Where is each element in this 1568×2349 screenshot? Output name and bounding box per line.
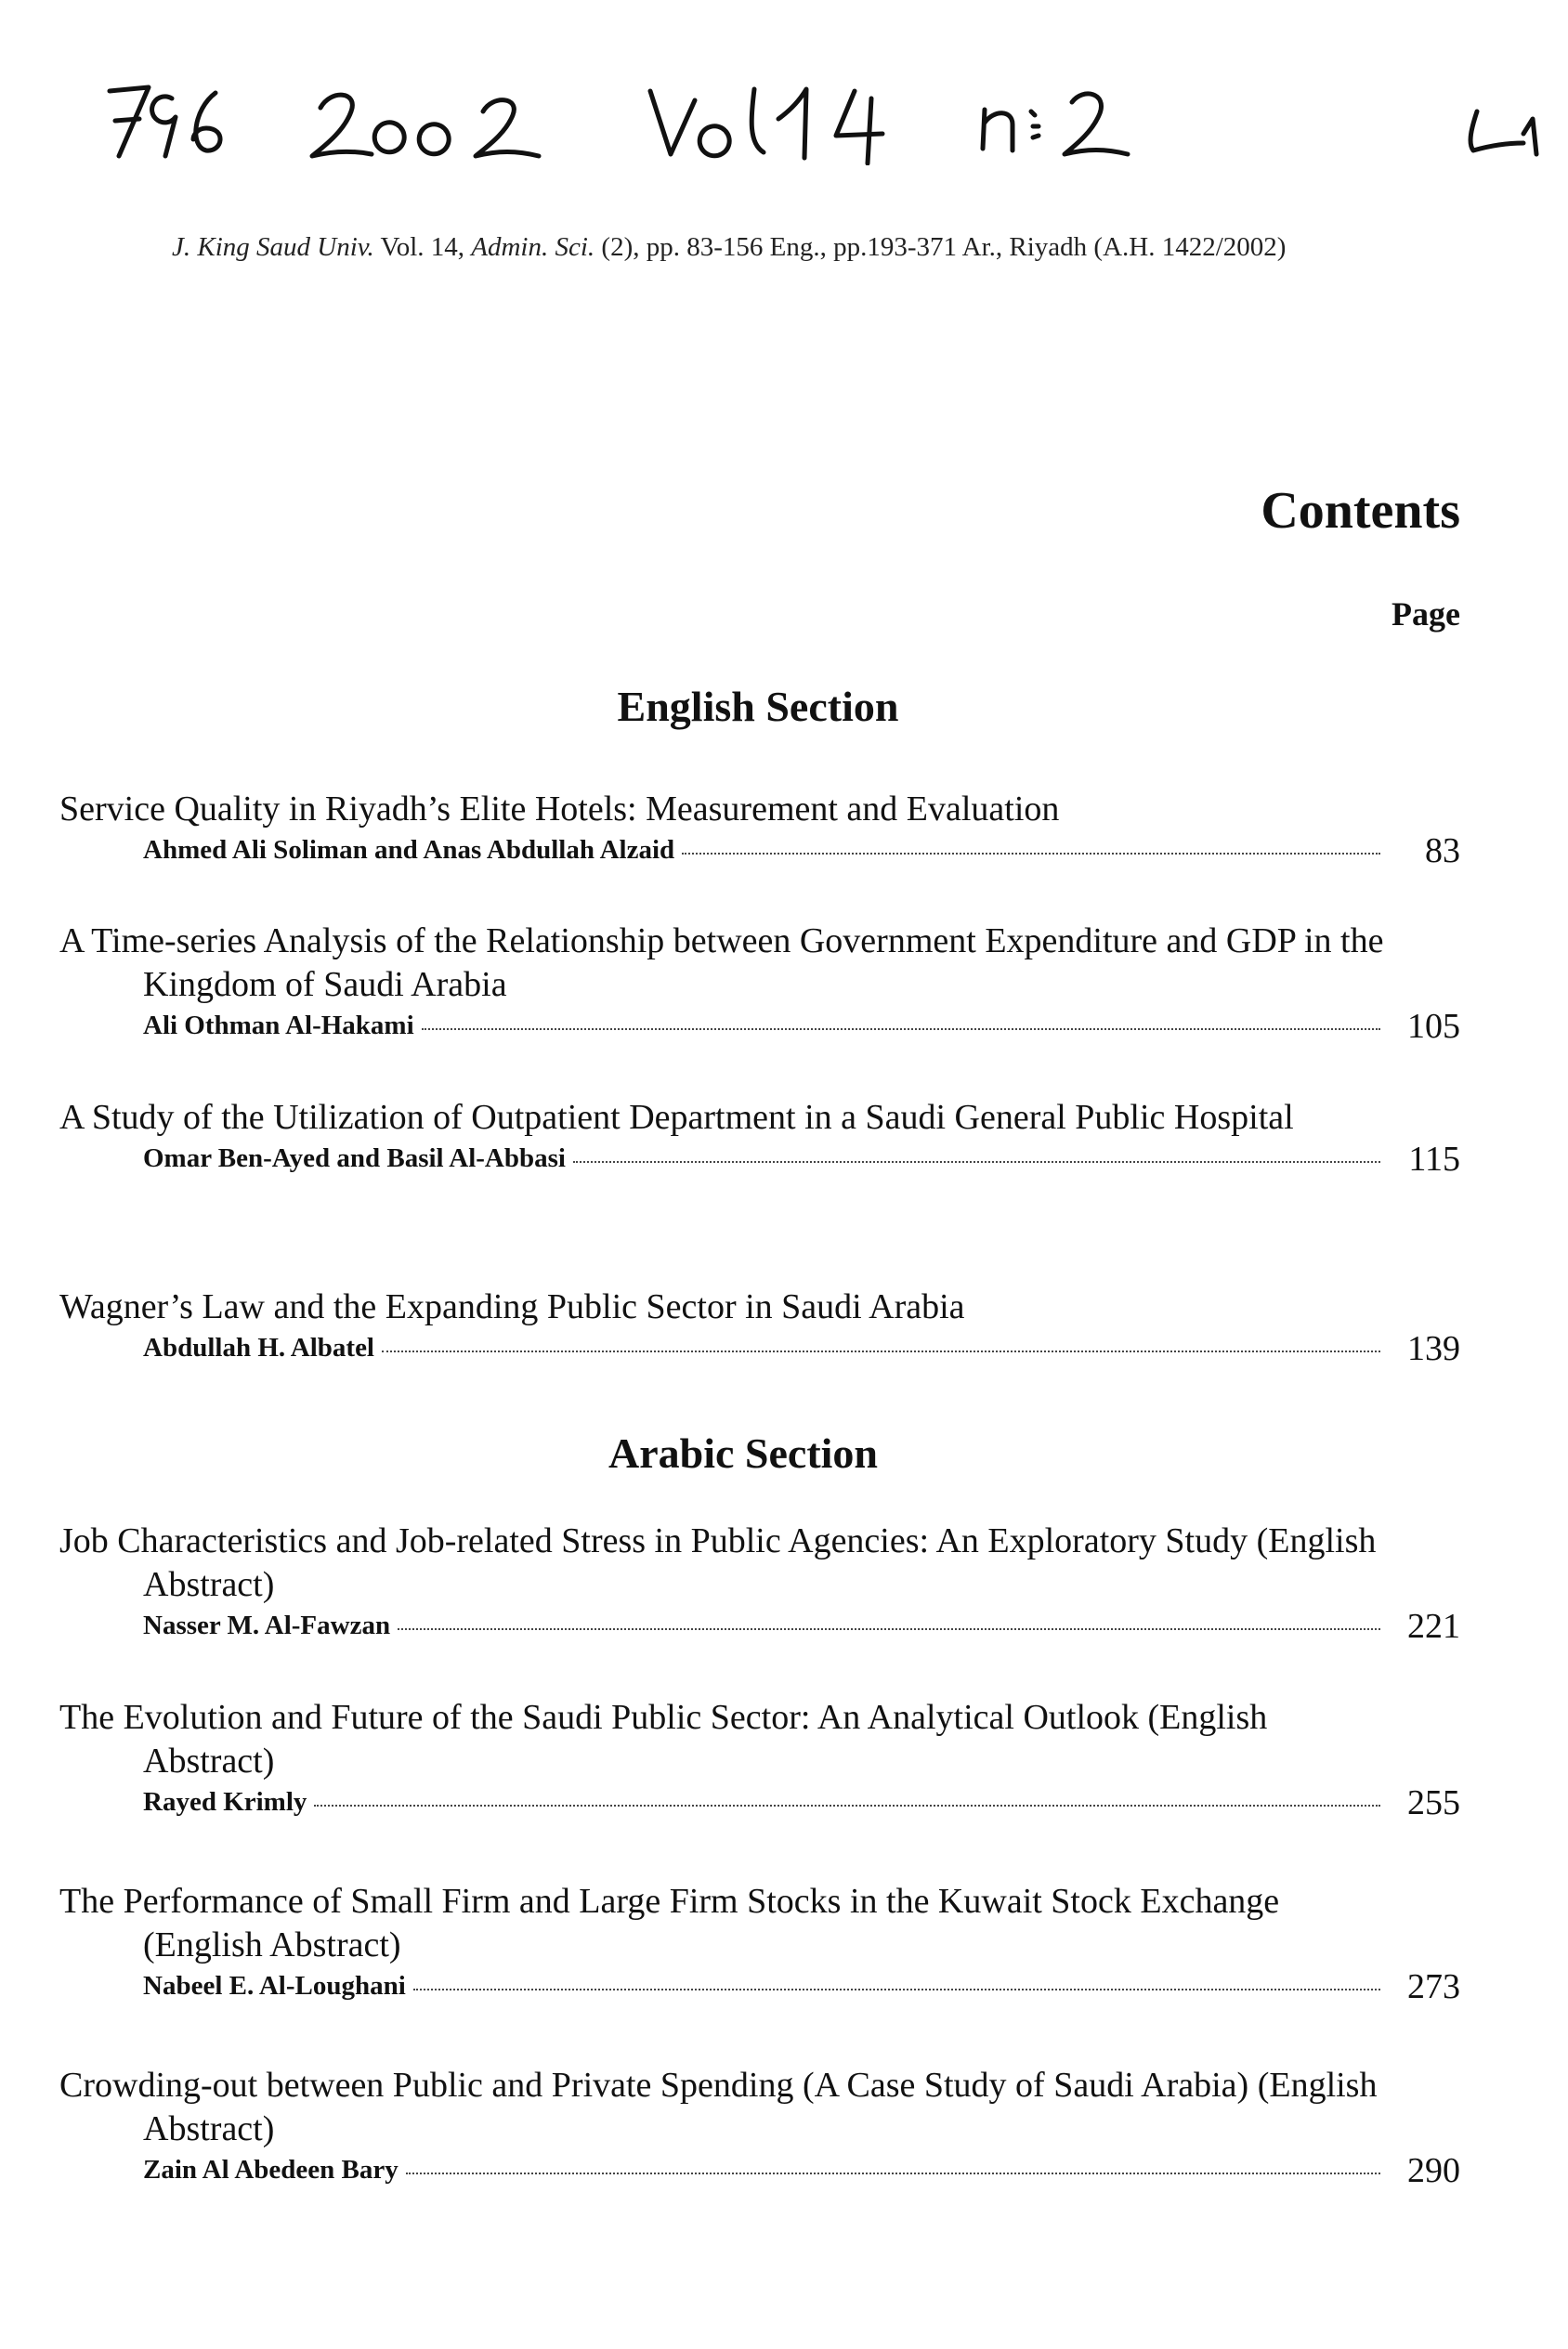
toc-entry-page: 273 [1407,1967,1460,2006]
journal-citation [172,232,1509,263]
toc-entry-title: Service Quality in Riyadh’s Elite Hotels: Measurement and Evaluation [59,790,1060,829]
toc-entry[interactable] [59,1520,1460,1646]
citation-volume: Vol. 14, [380,232,464,262]
dot-leader [573,1161,1380,1163]
toc-entry-authors: Abdullah H. Albatel [143,1333,374,1363]
dot-leader [422,1028,1380,1030]
toc-entry-authors: Ali Othman Al-Hakami [143,1011,414,1040]
toc-entry-authors: Ahmed Ali Soliman and Anas Abdullah Alzaid [143,835,675,865]
contents-title: Contents [1261,482,1460,540]
toc-entry[interactable] [59,1096,1460,1179]
toc-entry-page: 105 [1407,1007,1460,1046]
handwritten-annotation [0,54,1568,165]
toc-entry[interactable] [59,2064,1460,2190]
toc-entry[interactable] [59,788,1460,870]
toc-entry-title: Job Characteristics and Job-related Stress in Public Agencies: An Exploratory Study (English Abstract) [59,1521,1377,1604]
toc-entry-authors: Zain Al Abedeen Bary [143,2155,399,2185]
english-section-heading: English Section [617,683,899,730]
toc-entry-page: 290 [1407,2151,1460,2190]
toc-entry-title: The Evolution and Future of the Saudi Public Sector: An Analytical Outlook (English Abstract) [59,1698,1268,1781]
toc-entry-title: The Performance of Small Firm and Large Firm Stocks in the Kuwait Stock Exchange (English Abstract) [59,1882,1280,1964]
toc-entry-authors: Omar Ben-Ayed and Basil Al-Abbasi [143,1143,566,1173]
dot-leader [382,1351,1380,1352]
toc-entry[interactable] [59,1880,1460,2006]
citation-rest: (2), pp. 83-156 Eng., pp.193-371 Ar., Riyadh (A.H. 1422/2002) [601,232,1287,262]
dot-leader [314,1805,1380,1807]
toc-entry-title: Crowding-out between Public and Private Spending (A Case Study of Saudi Arabia) (English Abstract) [59,2066,1378,2148]
toc-entry-page: 221 [1407,1607,1460,1646]
toc-entry-authors: Nasser M. Al-Fawzan [143,1611,391,1640]
toc-entry-page: 83 [1425,831,1460,870]
dot-leader [406,2173,1380,2174]
toc-entry-title: A Study of the Utilization of Outpatient Department in a Saudi General Public Hospital [59,1098,1294,1137]
citation-series: Admin. Sci. [471,232,595,262]
toc-entry-title: A Time-series Analysis of the Relationship between Government Expenditure and GDP in the Kingdom of Saudi Arabia [59,921,1384,1004]
dot-leader [413,1989,1380,1990]
arabic-section-heading: Arabic Section [608,1429,878,1477]
dot-leader [398,1628,1380,1630]
toc-entry-authors: Rayed Krimly [143,1787,307,1817]
toc-entry-page: 139 [1407,1329,1460,1368]
page-column-label: Page [1392,595,1460,633]
toc-entry-authors: Nabeel E. Al-Loughani [143,1971,406,2001]
dot-leader [682,853,1380,855]
toc-entry[interactable] [59,1696,1460,1822]
handwriting-drawing [0,54,1568,165]
citation-journal: J. King Saud Univ. [172,232,374,262]
toc-entry[interactable] [59,1285,1460,1368]
toc-entry-page: 115 [1408,1140,1460,1179]
toc-entry-page: 255 [1407,1783,1460,1822]
toc-entry[interactable] [59,920,1460,1046]
toc-entry-title: Wagner’s Law and the Expanding Public Sector in Saudi Arabia [59,1287,965,1326]
